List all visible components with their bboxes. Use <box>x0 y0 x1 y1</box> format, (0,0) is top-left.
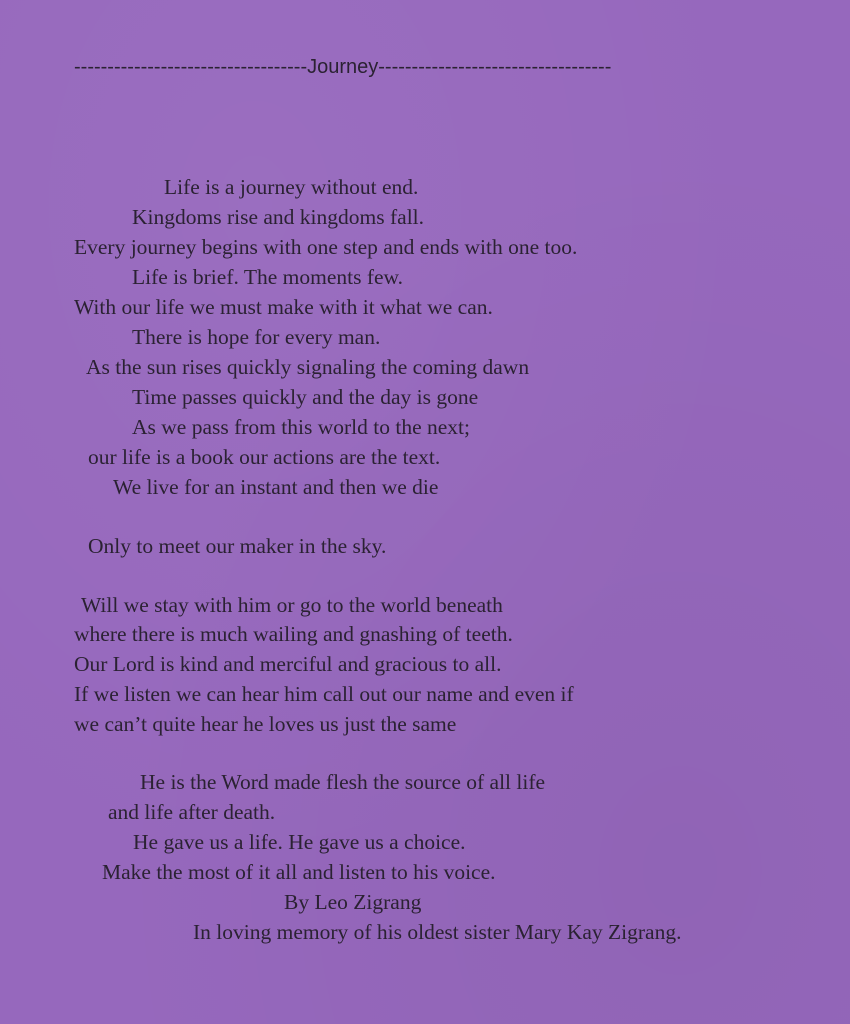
poem-line: As the sun rises quickly signaling the coming dawn <box>86 355 530 379</box>
poem-line: With our life we must make with it what we can. <box>74 295 493 319</box>
poem-line: If we listen we can hear him call out our name and even if <box>74 682 574 706</box>
poem-line: As we pass from this world to the next; <box>132 415 470 439</box>
poem-line: Life is a journey without end. <box>164 175 419 199</box>
poem-line: Make the most of it all and listen to his voice. <box>102 860 496 884</box>
poem-title: -----------------------------------Journey----------------------------------- <box>74 56 612 78</box>
poem-line: There is hope for every man. <box>132 325 381 349</box>
poem-line: we can’t quite hear he loves us just the same <box>74 712 457 736</box>
poem-dedication: In loving memory of his oldest sister Mary Kay Zigrang. <box>193 920 682 944</box>
poem-line: Only to meet our maker in the sky. <box>88 534 387 558</box>
poem-line: Time passes quickly and the day is gone <box>132 385 479 409</box>
poem-line: He is the Word made flesh the source of all life <box>140 770 546 794</box>
poem-byline: By Leo Zigrang <box>284 890 422 914</box>
poem-line: Kingdoms rise and kingdoms fall. <box>132 205 425 229</box>
poem-line: our life is a book our actions are the text. <box>88 445 441 469</box>
poem-line: Our Lord is kind and merciful and gracious to all. <box>74 652 502 676</box>
poem-line: Will we stay with him or go to the world beneath <box>81 593 503 617</box>
poem-line: Life is brief. The moments few. <box>132 265 404 289</box>
poem-line: and life after death. <box>108 800 276 824</box>
poem-line: where there is much wailing and gnashing of teeth. <box>74 622 513 646</box>
poem-line: He gave us a life. He gave us a choice. <box>133 830 466 854</box>
poem-line: We live for an instant and then we die <box>113 475 439 499</box>
poem-line: Every journey begins with one step and ends with one too. <box>74 235 578 259</box>
